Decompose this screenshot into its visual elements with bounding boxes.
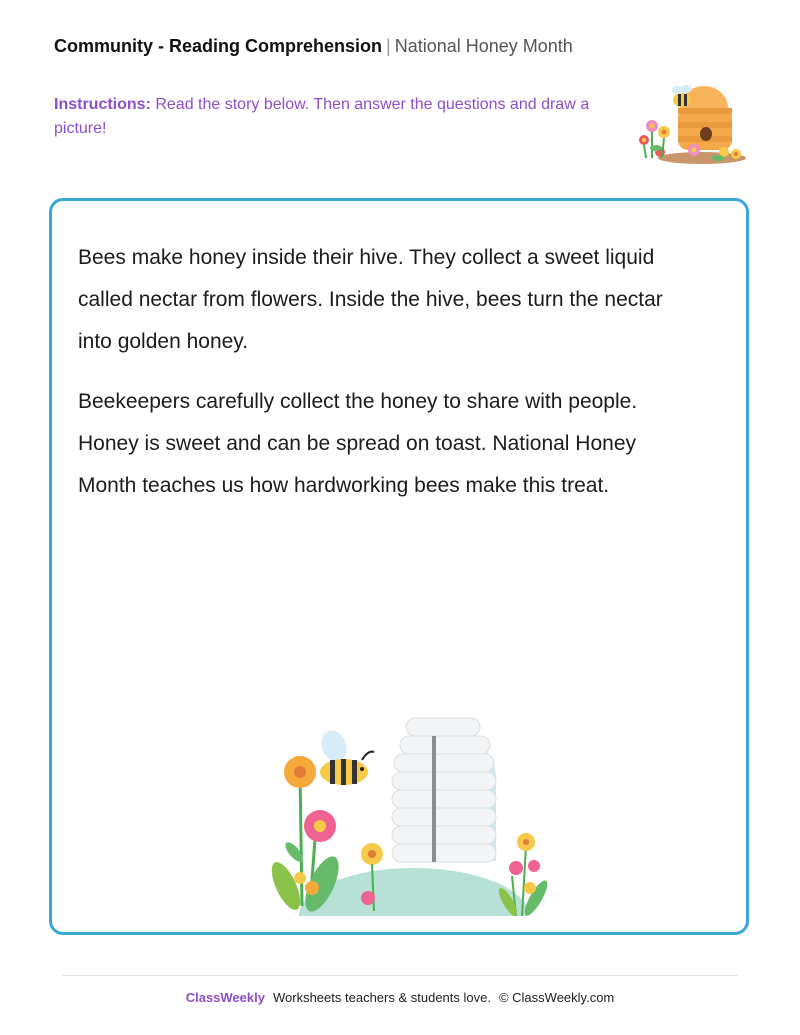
subject-title: Community - Reading Comprehension <box>54 36 383 56</box>
footer-copyright: © ClassWeekly.com <box>498 990 615 1005</box>
footer-brand: ClassWeekly <box>185 990 265 1005</box>
story-box <box>49 198 749 935</box>
story-paragraph: Beekeepers carefully collect the honey to share with people. Honey is sweet and can be spread on toast. National Honey Month teaches us how hardworking bees make this treat. <box>78 390 638 497</box>
story-paragraph: Bees make honey inside their hive. They collect a sweet liquid called nectar from flowers. Inside the hive, bees turn the nectar into golden honey. <box>78 246 663 353</box>
beehive-illustration <box>264 716 554 926</box>
header-separator: | <box>386 36 391 56</box>
instructions <box>54 93 614 141</box>
beehive-corner-icon <box>632 78 748 168</box>
instructions-text: Read the story below. Then answer the questions and draw a picture! <box>54 96 590 137</box>
instructions-label: Instructions: <box>54 96 151 113</box>
story-text <box>78 237 698 525</box>
worksheet-header <box>54 36 573 57</box>
footer-tagline: Worksheets teachers & students love. <box>272 990 491 1005</box>
topic-title: National Honey Month <box>394 36 573 56</box>
footer-divider <box>62 975 738 976</box>
footer <box>0 990 800 1005</box>
